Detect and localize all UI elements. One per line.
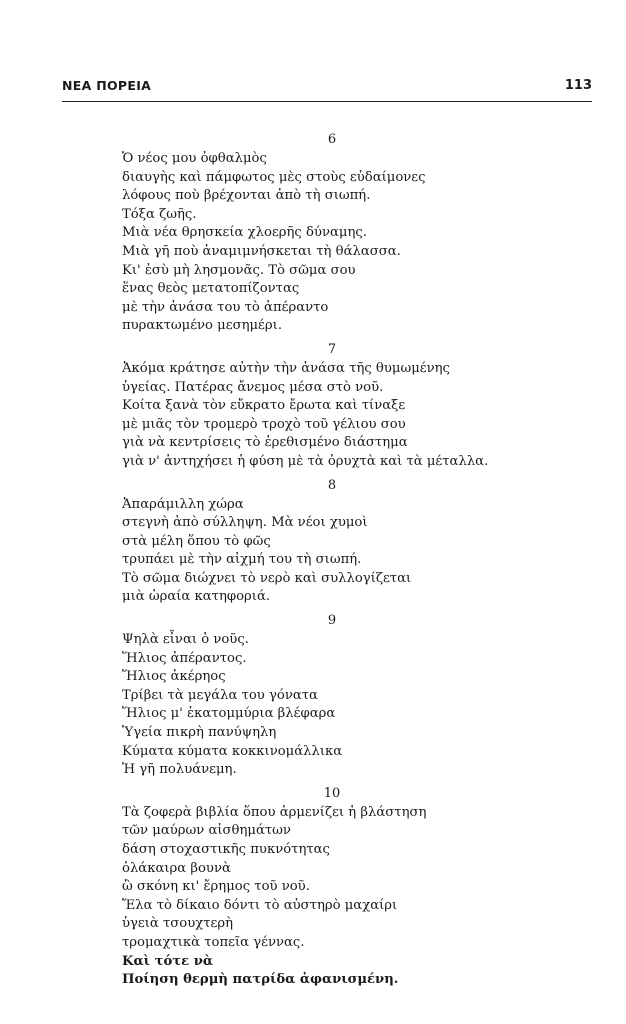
- running-header: [62, 78, 592, 100]
- poem-line: ἕνας θεὸς μετατοπίζοντας: [122, 281, 300, 297]
- poem-line: Ὁ νέος μου ὀφθαλμὸς: [122, 151, 267, 166]
- poem-line: Ἀκόμα κράτησε αὐτὴν τὴν ἀνάσα τῆς θυμωμένης: [122, 360, 450, 376]
- poem-line: Τὰ ζοφερὰ βιβλία ὅπου ἀρμενίζει ἡ βλάστηση: [122, 804, 427, 820]
- poem-line: Κύματα κύματα κοκκινομάλλικα: [122, 743, 343, 759]
- poem-line: τρυπάει μὲ τὴν αἰχμή του τὴ σιωπή.: [122, 552, 362, 568]
- page-number: 113: [564, 78, 592, 93]
- header-rule: [62, 101, 592, 102]
- poem-line: ὁλάκαιρα βουνὰ: [122, 860, 231, 876]
- poem-section: [122, 476, 592, 608]
- section-number: 6: [327, 132, 337, 147]
- poem-section: [122, 130, 592, 336]
- poem-line: Τρίβει τὰ μεγάλα του γόνατα: [122, 687, 318, 703]
- poem-line: μὲ τὴν ἀνάσα του τὸ ἀπέραντο: [122, 299, 329, 315]
- poem-line: στεγνὴ ἀπὸ σύλληψη. Μὰ νέοι χυμοὶ: [122, 515, 368, 531]
- poem-line: στὰ μέλη ὅπου τὸ φῶς: [122, 533, 271, 549]
- poem-line: λόφους ποὺ βρέχονται ἀπὸ τὴ σιωπή.: [122, 188, 371, 204]
- poem-line: Μιὰ γῆ ποὺ ἀναμιμνήσκεται τὴ θάλασσα.: [122, 243, 401, 259]
- poem-line: ὑγείας. Πατέρας ἄνεμος μέσα στὸ νοῦ.: [122, 379, 384, 395]
- poem-line: Ἥλιος ἀκέρηος: [122, 669, 226, 685]
- poem-body: [122, 130, 592, 994]
- poem-section: [122, 784, 592, 990]
- poem-line: μὲ μιᾶς τὸν τρομερὸ τροχὸ τοῦ γέλιου σου: [122, 416, 406, 432]
- poem-line: μιὰ ὡραία κατηφοριά.: [122, 589, 271, 605]
- journal-title: ΝΕΑ ΠΟΡΕΙΑ: [62, 78, 152, 93]
- poem-line: ὑγειὰ τσουχτερὴ: [122, 916, 234, 932]
- poem-line: πυρακτωμένο μεσημέρι.: [122, 318, 283, 334]
- poem-line: Ἥλιος ἀπέραντος.: [122, 650, 247, 666]
- poem-line: Ὑγεία πικρὴ πανύψηλη: [122, 725, 277, 741]
- poem-line: Ποίηση θερμὴ πατρίδα ἀφανισμένη.: [122, 972, 399, 988]
- section-number: 7: [327, 341, 337, 357]
- poem-line: Ἥλιος μ' ἑκατομμύρια βλέφαρα: [122, 706, 336, 722]
- poem-line: Ἀπαράμιλλη χώρα: [122, 496, 244, 512]
- poem-line: ὢ σκόνη κι' ἔρημος τοῦ νοῦ.: [122, 879, 310, 895]
- poem-line: τρομαχτικὰ τοπεῖα γέννας.: [122, 934, 305, 950]
- poem-line: τῶν μαύρων αἰσθημάτων: [122, 823, 291, 839]
- poem-line: διαυγὴς καὶ πάμφωτος μὲς στοὺς εὐδαίμονες: [122, 169, 426, 185]
- section-number: 10: [323, 785, 341, 801]
- poem-section: [122, 340, 592, 472]
- poem-line: Τὸ σῶμα διώχνει τὸ νερὸ καὶ συλλογίζεται: [122, 570, 412, 586]
- poem-line: Μιὰ νέα θρησκεία χλοερῆς δύναμης.: [122, 225, 367, 241]
- poem-line: γιὰ ν' ἀντηχήσει ἡ φύση μὲ τὰ ὀρυχτὰ καὶ τὰ μέταλλα.: [122, 453, 489, 469]
- poem-line: Τόξα ζωῆς.: [122, 206, 197, 222]
- section-number: 8: [327, 477, 337, 493]
- poem-line: Κι' ἐσὺ μὴ λησμονᾶς. Τὸ σῶμα σου: [122, 262, 356, 278]
- poem-line: Κοίτα ξανὰ τὸν εὔκρατο ἔρωτα καὶ τίναξε: [122, 398, 406, 414]
- poem-line: Καὶ τότε νὰ: [122, 953, 214, 969]
- poem-line: Ἔλα τὸ δίκαιο δόντι τὸ αὐστηρὸ μαχαίρι: [122, 897, 398, 913]
- poem-line: γιὰ νὰ κεντρίσεις τὸ ἐρεθισμένο διάστημα: [122, 435, 408, 451]
- poem-line: Ἡ γῆ πολυάνεμη.: [122, 762, 237, 778]
- section-number: 9: [327, 613, 337, 629]
- poem-line: Ψηλὰ εἶναι ὁ νοῦς.: [122, 632, 249, 648]
- poem-line: δάση στοχαστικῆς πυκνότητας: [122, 842, 330, 857]
- poem-section: [122, 611, 592, 780]
